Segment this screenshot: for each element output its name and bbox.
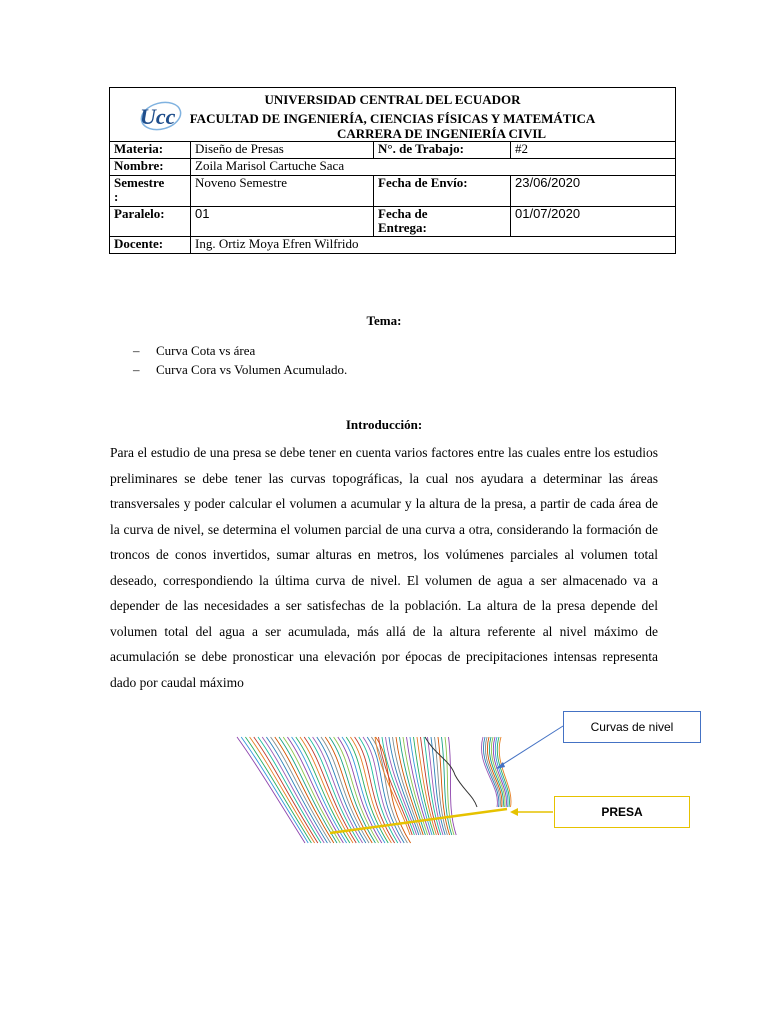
envio-value: 23/06/2020 bbox=[511, 176, 676, 207]
presa-label: PRESA bbox=[554, 796, 690, 828]
topographic-map-image bbox=[235, 735, 520, 845]
paralelo-label: Paralelo: bbox=[110, 207, 191, 237]
semestre-label bbox=[110, 176, 191, 207]
list-item bbox=[133, 341, 347, 360]
materia-label: Materia: bbox=[110, 142, 191, 159]
contour-line bbox=[241, 737, 308, 843]
semestre-value: Noveno Semestre bbox=[191, 176, 374, 207]
semestre-label-line1: Semestre bbox=[114, 175, 165, 190]
tema-item-2: Curva Cora vs Volumen Acumulado. bbox=[156, 362, 348, 377]
entrega-label bbox=[374, 207, 511, 237]
entrega-label-line2: Entrega: bbox=[378, 220, 427, 235]
semestre-label-line2: : bbox=[114, 189, 119, 204]
list-item bbox=[133, 360, 347, 379]
curvas-de-nivel-label: Curvas de nivel bbox=[563, 711, 701, 743]
bullet-dash: – bbox=[133, 362, 140, 377]
docente-label: Docente: bbox=[110, 237, 191, 254]
faculty-name: FACULTAD DE INGENIERÍA, CIENCIAS FÍSICAS Y MATEMÁTICA bbox=[189, 111, 596, 126]
paralelo-value: 01 bbox=[191, 207, 374, 237]
contour-line bbox=[449, 737, 457, 835]
career-name: CARRERA DE INGENIERÍA CIVIL bbox=[336, 126, 547, 141]
tema-title: Tema: bbox=[366, 313, 402, 328]
tema-list bbox=[133, 341, 347, 379]
trabajo-label: N°. de Trabajo: bbox=[374, 142, 511, 159]
contour-line bbox=[287, 737, 343, 843]
docente-value: Ing. Ortiz Moya Efren Wilfrido bbox=[191, 237, 676, 254]
header-table bbox=[109, 87, 676, 254]
introduccion-paragraph: Para el estudio de una presa se debe tener en cuenta varios factores entre las cuales entre los estudios preliminares se debe tener las curvas topográficas, la cual nos ayudara a determinar las áreas transversales y poder calcular el volumen a acumular y la altura de la presa, a partir de cada área de la curva de nivel, se determina el volumen parcial de una curva a otra, considerando la formación de troncos de conos invertidos, sumar alturas en metros, los volúmenes parciales al volumen total deseado, correspondiendo la última curva de nivel. El volumen de agua a ser almacenado va a depender de las necesidades a ser satisfechas de la población. La altura de la presa depende del volumen total del agua a ser acumulada, más allá de la altura referente al nivel máximo de acumulación se debe pronosticar una elevación por épocas de precipitaciones intensas representa dado por caudal máximo bbox=[110, 445, 658, 690]
nombre-value: Zoila Marisol Cartuche Saca bbox=[191, 159, 676, 176]
introduccion-title: Introducción: bbox=[345, 417, 423, 432]
header-title-cell bbox=[110, 88, 676, 142]
trabajo-value: #2 bbox=[511, 142, 676, 159]
contour-line bbox=[237, 737, 305, 843]
university-name: UNIVERSIDAD CENTRAL DEL ECUADOR bbox=[264, 92, 521, 107]
bullet-dash: – bbox=[133, 343, 140, 358]
entrega-label-line1: Fecha de bbox=[378, 206, 428, 221]
nombre-label: Nombre: bbox=[110, 159, 191, 176]
envio-label: Fecha de Envío: bbox=[374, 176, 511, 207]
materia-value: Diseño de Presas bbox=[191, 142, 374, 159]
logo-text: Ucc bbox=[140, 104, 176, 129]
entrega-value: 01/07/2020 bbox=[511, 207, 676, 237]
tema-item-1: Curva Cota vs área bbox=[156, 343, 256, 358]
